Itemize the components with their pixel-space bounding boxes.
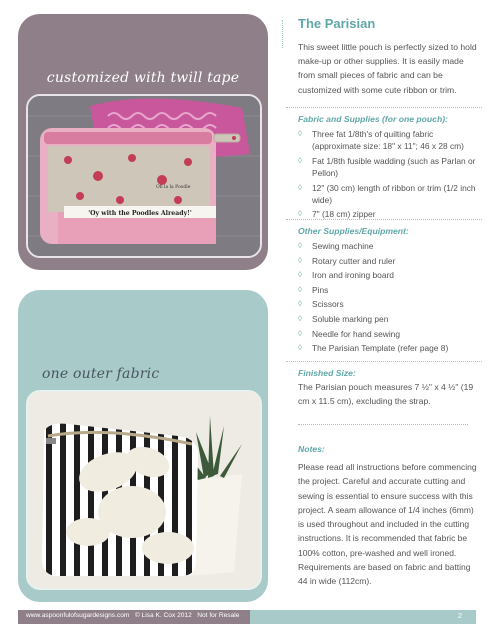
bottom-image-panel [18, 290, 268, 602]
title-divider [282, 20, 284, 48]
diamond-bullet-icon: ◊ [298, 328, 302, 338]
list-item: ◊ Three fat 1/8th's of quilting fabric (approximate size: 18" x 11"; 46 x 28 cm) [298, 129, 464, 152]
diamond-bullet-icon: ◊ [298, 343, 302, 353]
equipment-list [298, 240, 482, 357]
bottom-caption: one outer fabric [42, 366, 160, 382]
diamond-bullet-icon: ◊ [298, 255, 302, 265]
list-item: ◊ Sewing machine [298, 241, 374, 251]
finished-heading: Finished Size: [298, 368, 356, 378]
fabric-list [298, 128, 482, 223]
pouch-photo-twill-tape [26, 94, 262, 258]
twill-tape-text: 'Oy with the Poodles Already!' [88, 210, 192, 217]
list-item: ◊ Needle for hand sewing [298, 328, 400, 339]
equipment-heading: Other Supplies/Equipment: [298, 226, 409, 236]
diamond-bullet-icon: ◊ [298, 313, 302, 323]
section-divider [286, 107, 482, 108]
fabric-heading: Fabric and Supplies (for one pouch): [298, 114, 448, 124]
diamond-bullet-icon: ◊ [298, 209, 302, 219]
pouch-photo-one-fabric [26, 390, 262, 590]
list-item: ◊ Iron and ironing board [298, 270, 394, 281]
intro-paragraph: This sweet little pouch is perfectly sized to hold make-up or other supplies. It is easily made from small pieces of fabric and can be customized with some cute ribbon or trim. [298, 42, 477, 95]
list-item: ◊ Fat 1/8th fusible wadding (such as Parlan or Pellon) [298, 155, 476, 178]
notes-heading: Notes: [298, 444, 325, 454]
top-image-panel [18, 14, 268, 270]
page-title: The Parisian [298, 16, 376, 31]
diamond-bullet-icon: ◊ [298, 270, 302, 280]
diamond-bullet-icon: ◊ [298, 129, 302, 138]
diamond-bullet-icon: ◊ [298, 241, 302, 250]
fabric-tag-text: Oh la la Poodle [156, 185, 191, 190]
top-caption: customized with twill tape [46, 70, 240, 86]
list-item: ◊ 12" (30 cm) length of ribbon or trim (1/2 inch wide) [298, 182, 476, 205]
section-divider [286, 219, 482, 220]
section-divider [286, 361, 482, 362]
diamond-bullet-icon: ◊ [298, 284, 302, 294]
page-title-block [298, 16, 478, 31]
list-item: ◊ The Parisian Template (refer page 8) [298, 343, 449, 354]
section-divider [298, 424, 468, 425]
notes-paragraph: Please read all instructions before commencing the project. Careful and accurate cutting and sewing is essential to ensure success with this project. A seam allowance of 1/4 inches (6mm) is used throughout and included in the cutting instructions. It is recommended that fabric be 100% cotton, pre-washed and well ironed. Requirements are based on fabric and batting 44 in wide (112cm). [298, 462, 477, 587]
page-number: 2 [457, 611, 462, 620]
list-item: ◊ Scissors [298, 299, 344, 310]
footer-credit: www.aspoonfulofsugardesigns.com © Lisa K. Cox 2012 Not for Resale [26, 612, 240, 619]
list-item: ◊ 7" (18 cm) zipper [298, 209, 376, 220]
diamond-bullet-icon: ◊ [298, 155, 302, 165]
finished-text: The Parisian pouch measures 7 ½" x 4 ½" (19 cm x 11.5 cm), excluding the strap. [298, 382, 474, 407]
list-item: ◊ Rotary cutter and ruler [298, 255, 396, 266]
list-item: ◊ Soluble marking pen [298, 313, 389, 324]
list-item: ◊ Pins [298, 284, 329, 295]
diamond-bullet-icon: ◊ [298, 182, 302, 192]
page-footer [18, 610, 476, 624]
diamond-bullet-icon: ◊ [298, 299, 302, 309]
